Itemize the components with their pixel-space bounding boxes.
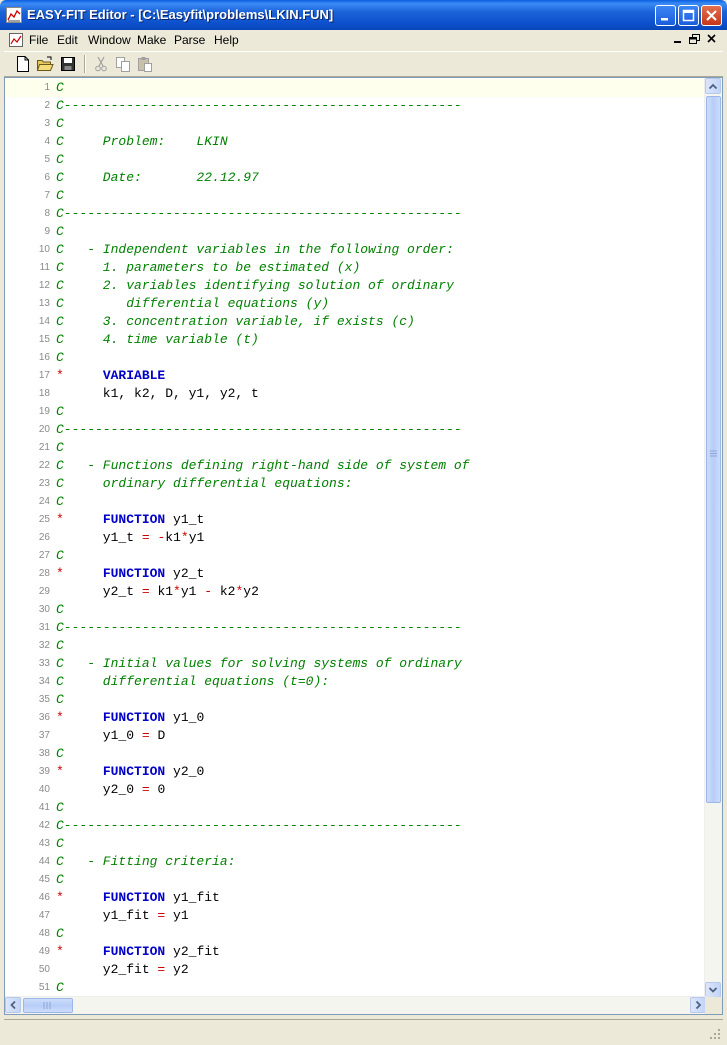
open-folder-icon[interactable] xyxy=(36,55,54,73)
comment-token: C--------------------------------------------------- xyxy=(56,620,462,635)
code-line[interactable] xyxy=(5,835,706,853)
comment-token: C Problem: LKIN xyxy=(56,134,228,149)
code-line[interactable] xyxy=(5,871,706,889)
line-number: 16 xyxy=(38,352,50,363)
code-text xyxy=(56,439,64,457)
code-text xyxy=(56,907,189,925)
line-number: 41 xyxy=(38,802,50,813)
comment-token: C - Fitting criteria: xyxy=(56,854,236,869)
code-token xyxy=(64,710,103,725)
directive-marker: * xyxy=(56,764,64,779)
code-token: y1_t xyxy=(165,512,205,527)
code-text xyxy=(56,205,462,223)
operator-token: = xyxy=(157,962,166,977)
code-token: 0 xyxy=(149,782,166,797)
operator-token: = xyxy=(141,782,150,797)
cut-icon[interactable] xyxy=(92,55,110,73)
operator-token: - xyxy=(204,584,213,599)
code-line[interactable] xyxy=(5,241,706,259)
keyword-token: FUNCTION xyxy=(102,710,166,725)
code-text xyxy=(56,943,220,961)
code-line[interactable] xyxy=(5,673,706,691)
code-line[interactable] xyxy=(5,781,706,799)
code-text xyxy=(56,799,64,817)
code-text xyxy=(56,241,454,259)
maximize-button[interactable] xyxy=(678,5,699,26)
code-text xyxy=(56,421,462,439)
comment-token: C xyxy=(56,746,64,761)
code-text xyxy=(56,709,204,727)
line-number: 51 xyxy=(38,982,50,993)
code-line[interactable] xyxy=(5,367,706,385)
line-number: 45 xyxy=(38,874,50,885)
doc-close-button[interactable] xyxy=(705,33,719,46)
code-text xyxy=(56,835,64,853)
code-token: y1_0 xyxy=(56,728,142,743)
comment-token: C 3. concentration variable, if exists (c) xyxy=(56,314,415,329)
code-token: y1 xyxy=(188,530,205,545)
vertical-scrollbar[interactable] xyxy=(704,78,722,998)
comment-token: C--------------------------------------------------- xyxy=(56,422,462,437)
line-number: 28 xyxy=(38,568,50,579)
line-number: 40 xyxy=(38,784,50,795)
code-token xyxy=(64,512,103,527)
status-bar xyxy=(4,1019,723,1041)
code-text xyxy=(56,457,469,475)
code-line[interactable] xyxy=(5,601,706,619)
code-line[interactable] xyxy=(5,763,706,781)
line-number: 21 xyxy=(38,442,50,453)
comment-token: C xyxy=(56,440,64,455)
code-line[interactable] xyxy=(5,565,706,583)
line-number: 35 xyxy=(38,694,50,705)
code-line[interactable] xyxy=(5,511,706,529)
line-number: 49 xyxy=(38,946,50,957)
line-number: 22 xyxy=(38,460,50,471)
line-number: 18 xyxy=(38,388,50,399)
doc-restore-button[interactable] xyxy=(688,33,702,46)
code-line[interactable] xyxy=(5,655,706,673)
directive-marker: * xyxy=(56,944,64,959)
code-line[interactable] xyxy=(5,979,706,997)
code-text xyxy=(56,187,64,205)
code-line[interactable] xyxy=(5,259,706,277)
menu-parse[interactable]: Parse xyxy=(174,33,206,47)
code-text xyxy=(56,889,220,907)
code-line[interactable] xyxy=(5,619,706,637)
comment-token: C xyxy=(56,980,64,995)
new-file-icon[interactable] xyxy=(14,55,32,73)
resize-grip-icon[interactable] xyxy=(709,1027,721,1039)
code-text xyxy=(56,115,64,133)
operator-token: * xyxy=(173,584,181,599)
code-token: y1 xyxy=(165,908,189,923)
code-text xyxy=(56,403,64,421)
code-text xyxy=(56,925,64,943)
code-token xyxy=(64,566,103,581)
code-text xyxy=(56,223,64,241)
code-text xyxy=(56,313,415,331)
code-line[interactable] xyxy=(5,151,706,169)
comment-token: C xyxy=(56,188,64,203)
code-line[interactable] xyxy=(5,295,706,313)
line-number: 26 xyxy=(38,532,50,543)
menu-window[interactable]: Window xyxy=(88,33,131,47)
code-token: D xyxy=(149,728,166,743)
line-number: 34 xyxy=(38,676,50,687)
code-token xyxy=(64,764,103,779)
code-text xyxy=(56,529,204,547)
line-number: 12 xyxy=(38,280,50,291)
code-line[interactable] xyxy=(5,205,706,223)
line-number: 44 xyxy=(38,856,50,867)
keyword-token: FUNCTION xyxy=(102,890,166,905)
toolbar xyxy=(4,51,723,77)
comment-token: C xyxy=(56,872,64,887)
line-number: 20 xyxy=(38,424,50,435)
code-token: y2 xyxy=(243,584,259,599)
line-number: 11 xyxy=(39,262,50,273)
comment-token: C Date: 22.12.97 xyxy=(56,170,259,185)
horizontal-scroll-thumb[interactable] xyxy=(23,998,73,1013)
comment-token: C xyxy=(56,692,64,707)
code-line[interactable] xyxy=(5,907,706,925)
vertical-scroll-thumb[interactable] xyxy=(706,96,721,803)
line-number: 2 xyxy=(44,100,50,111)
code-token: y1 xyxy=(180,584,205,599)
comment-token: C xyxy=(56,638,64,653)
directive-marker: * xyxy=(56,890,64,905)
comment-token: C - Independent variables in the following order: xyxy=(56,242,454,257)
line-number: 7 xyxy=(44,190,50,201)
code-text xyxy=(56,637,64,655)
code-token: y2 xyxy=(165,962,189,977)
code-text xyxy=(56,691,64,709)
code-line[interactable] xyxy=(5,709,706,727)
comment-token: C xyxy=(56,350,64,365)
code-line[interactable] xyxy=(5,583,706,601)
keyword-token: FUNCTION xyxy=(102,512,166,527)
line-number: 33 xyxy=(38,658,50,669)
code-text xyxy=(56,367,165,385)
directive-marker: * xyxy=(56,710,64,725)
code-text xyxy=(56,727,165,745)
code-token: y1_0 xyxy=(165,710,205,725)
comment-token: C xyxy=(56,602,64,617)
code-line[interactable] xyxy=(5,169,706,187)
keyword-token: FUNCTION xyxy=(102,764,166,779)
code-editor[interactable] xyxy=(4,77,723,1015)
code-text xyxy=(56,817,462,835)
code-line[interactable] xyxy=(5,799,706,817)
code-text xyxy=(56,511,204,529)
comment-token: C xyxy=(56,836,64,851)
scroll-up-button[interactable] xyxy=(705,78,721,94)
code-text xyxy=(56,781,165,799)
code-token: y2_fit xyxy=(56,962,158,977)
code-line[interactable] xyxy=(5,745,706,763)
line-number: 24 xyxy=(38,496,50,507)
line-number: 27 xyxy=(38,550,50,561)
code-line[interactable] xyxy=(5,97,706,115)
window-title: EASY-FIT Editor - [C:\Easyfit\problems\LKIN.FUN] xyxy=(27,7,334,22)
code-line[interactable] xyxy=(5,277,706,295)
line-number: 36 xyxy=(38,712,50,723)
code-line[interactable] xyxy=(5,889,706,907)
code-token: k2 xyxy=(212,584,236,599)
code-token: y2_0 xyxy=(56,782,142,797)
line-number: 8 xyxy=(44,208,50,219)
code-text xyxy=(56,547,64,565)
code-text xyxy=(56,493,64,511)
scroll-right-button[interactable] xyxy=(690,997,706,1013)
code-line[interactable] xyxy=(5,637,706,655)
line-number: 42 xyxy=(38,820,50,831)
comment-token: C xyxy=(56,116,64,131)
code-token: y1_fit xyxy=(56,908,158,923)
scrollbar-corner xyxy=(705,997,722,1014)
line-number: 38 xyxy=(38,748,50,759)
code-text xyxy=(56,673,329,691)
comment-token: C xyxy=(56,224,64,239)
line-number: 5 xyxy=(44,154,50,165)
code-line[interactable] xyxy=(5,79,706,97)
scroll-left-button[interactable] xyxy=(5,997,21,1013)
line-number: 17 xyxy=(38,370,50,381)
line-number: 10 xyxy=(38,244,50,255)
doc-minimize-button[interactable] xyxy=(671,33,685,46)
code-token: y2_t xyxy=(165,566,205,581)
code-token: y2_0 xyxy=(165,764,205,779)
toolbar-separator xyxy=(84,55,86,73)
comment-token: C ordinary differential equations: xyxy=(56,476,353,491)
menu-make[interactable]: Make xyxy=(137,33,167,47)
comment-token: C xyxy=(56,800,64,815)
line-number: 23 xyxy=(38,478,50,489)
operator-token: = xyxy=(157,908,166,923)
comment-token: C - Functions defining right-hand side of system of xyxy=(56,458,470,473)
line-number: 31 xyxy=(38,622,50,633)
menu-bar xyxy=(4,30,723,50)
code-text xyxy=(56,151,64,169)
code-text xyxy=(56,349,64,367)
code-line[interactable] xyxy=(5,691,706,709)
comment-token: C differential equations (y) xyxy=(56,296,330,311)
code-text xyxy=(56,961,189,979)
code-token: k1 xyxy=(165,530,181,545)
code-token: k1, k2, D, y1, y2, t xyxy=(56,386,259,401)
code-text xyxy=(56,331,259,349)
comment-token: C xyxy=(56,494,64,509)
code-line[interactable] xyxy=(5,727,706,745)
code-token: k1 xyxy=(149,584,174,599)
code-line[interactable] xyxy=(5,403,706,421)
comment-token: C xyxy=(56,80,64,95)
code-line[interactable] xyxy=(5,925,706,943)
code-line[interactable] xyxy=(5,385,706,403)
comment-token: C 1. parameters to be estimated (x) xyxy=(56,260,361,275)
code-text xyxy=(56,745,64,763)
code-text xyxy=(56,655,462,673)
code-line[interactable] xyxy=(5,331,706,349)
comment-token: C xyxy=(56,548,64,563)
code-line[interactable] xyxy=(5,421,706,439)
operator-token: - xyxy=(157,530,166,545)
save-icon[interactable] xyxy=(59,55,77,73)
comment-token: C 2. variables identifying solution of ordinary xyxy=(56,278,454,293)
code-text xyxy=(56,871,64,889)
comment-token: C--------------------------------------------------- xyxy=(56,818,462,833)
line-number: 32 xyxy=(38,640,50,651)
comment-token: C--------------------------------------------------- xyxy=(56,206,462,221)
code-line[interactable] xyxy=(5,943,706,961)
horizontal-scrollbar[interactable] xyxy=(5,996,706,1014)
copy-icon[interactable] xyxy=(114,55,132,73)
keyword-token: FUNCTION xyxy=(102,944,166,959)
code-line[interactable] xyxy=(5,439,706,457)
code-text xyxy=(56,619,462,637)
close-button[interactable] xyxy=(701,5,722,26)
code-text xyxy=(56,169,259,187)
document-icon[interactable] xyxy=(8,32,24,48)
code-token xyxy=(64,944,103,959)
line-number: 1 xyxy=(44,82,50,93)
code-text xyxy=(56,79,64,97)
line-number: 37 xyxy=(38,730,50,741)
code-line[interactable] xyxy=(5,133,706,151)
app-icon[interactable] xyxy=(6,7,22,23)
menu-file[interactable]: File xyxy=(29,33,49,47)
minimize-button[interactable] xyxy=(655,5,676,26)
directive-marker: * xyxy=(56,566,64,581)
comment-token: C xyxy=(56,926,64,941)
code-line[interactable] xyxy=(5,853,706,871)
code-text xyxy=(56,475,352,493)
operator-token: * xyxy=(180,530,189,545)
code-text xyxy=(56,763,204,781)
code-text xyxy=(56,133,228,151)
line-number: 48 xyxy=(38,928,50,939)
code-line[interactable] xyxy=(5,529,706,547)
code-line[interactable] xyxy=(5,961,706,979)
comment-token: C 4. time variable (t) xyxy=(56,332,259,347)
title-bar[interactable] xyxy=(0,0,727,30)
comment-token: C xyxy=(56,404,64,419)
comment-token: C - Initial values for solving systems of ordinary xyxy=(56,656,462,671)
line-number: 13 xyxy=(38,298,50,309)
line-number: 25 xyxy=(38,514,50,525)
line-number: 43 xyxy=(38,838,50,849)
line-number: 6 xyxy=(44,172,50,183)
line-number: 39 xyxy=(38,766,50,777)
menu-edit[interactable]: Edit xyxy=(57,33,78,47)
code-line[interactable] xyxy=(5,349,706,367)
code-token: y2_t xyxy=(56,584,142,599)
code-text xyxy=(56,565,204,583)
menu-help[interactable]: Help xyxy=(214,33,239,47)
line-number: 46 xyxy=(38,892,50,903)
line-number: 9 xyxy=(44,226,50,237)
code-text xyxy=(56,979,64,997)
comment-token: C--------------------------------------------------- xyxy=(56,98,462,113)
line-number: 50 xyxy=(38,964,50,975)
code-line[interactable] xyxy=(5,457,706,475)
paste-icon[interactable] xyxy=(136,55,154,73)
code-token: y1_t xyxy=(56,530,142,545)
code-line[interactable] xyxy=(5,223,706,241)
line-number: 4 xyxy=(44,136,50,147)
line-number: 15 xyxy=(38,334,50,345)
code-text xyxy=(56,259,360,277)
keyword-token: VARIABLE xyxy=(102,368,166,383)
code-line[interactable] xyxy=(5,493,706,511)
code-line[interactable] xyxy=(5,547,706,565)
line-number: 29 xyxy=(38,586,50,597)
scroll-down-button[interactable] xyxy=(705,982,721,998)
line-number: 30 xyxy=(38,604,50,615)
directive-marker: * xyxy=(56,368,64,383)
directive-marker: * xyxy=(56,512,64,527)
code-token: y1_fit xyxy=(165,890,220,905)
code-text xyxy=(56,97,462,115)
code-text xyxy=(56,385,259,403)
code-token xyxy=(64,368,103,383)
code-text xyxy=(56,277,454,295)
operator-token: = xyxy=(141,530,150,545)
code-line[interactable] xyxy=(5,475,706,493)
comment-token: C xyxy=(56,152,64,167)
code-token xyxy=(64,890,103,905)
code-line[interactable] xyxy=(5,115,706,133)
operator-token: = xyxy=(141,584,150,599)
code-line[interactable] xyxy=(5,817,706,835)
line-number: 14 xyxy=(38,316,50,327)
code-line[interactable] xyxy=(5,313,706,331)
line-number: 47 xyxy=(38,910,50,921)
keyword-token: FUNCTION xyxy=(102,566,166,581)
code-text xyxy=(56,295,329,313)
code-line[interactable] xyxy=(5,187,706,205)
comment-token: C differential equations (t=0): xyxy=(56,674,330,689)
code-text xyxy=(56,601,64,619)
line-number: 19 xyxy=(38,406,50,417)
line-number: 3 xyxy=(44,118,50,129)
operator-token: = xyxy=(141,728,150,743)
operator-token: * xyxy=(235,584,244,599)
code-token: y2_fit xyxy=(165,944,220,959)
code-text xyxy=(56,853,235,871)
code-text xyxy=(56,583,259,601)
